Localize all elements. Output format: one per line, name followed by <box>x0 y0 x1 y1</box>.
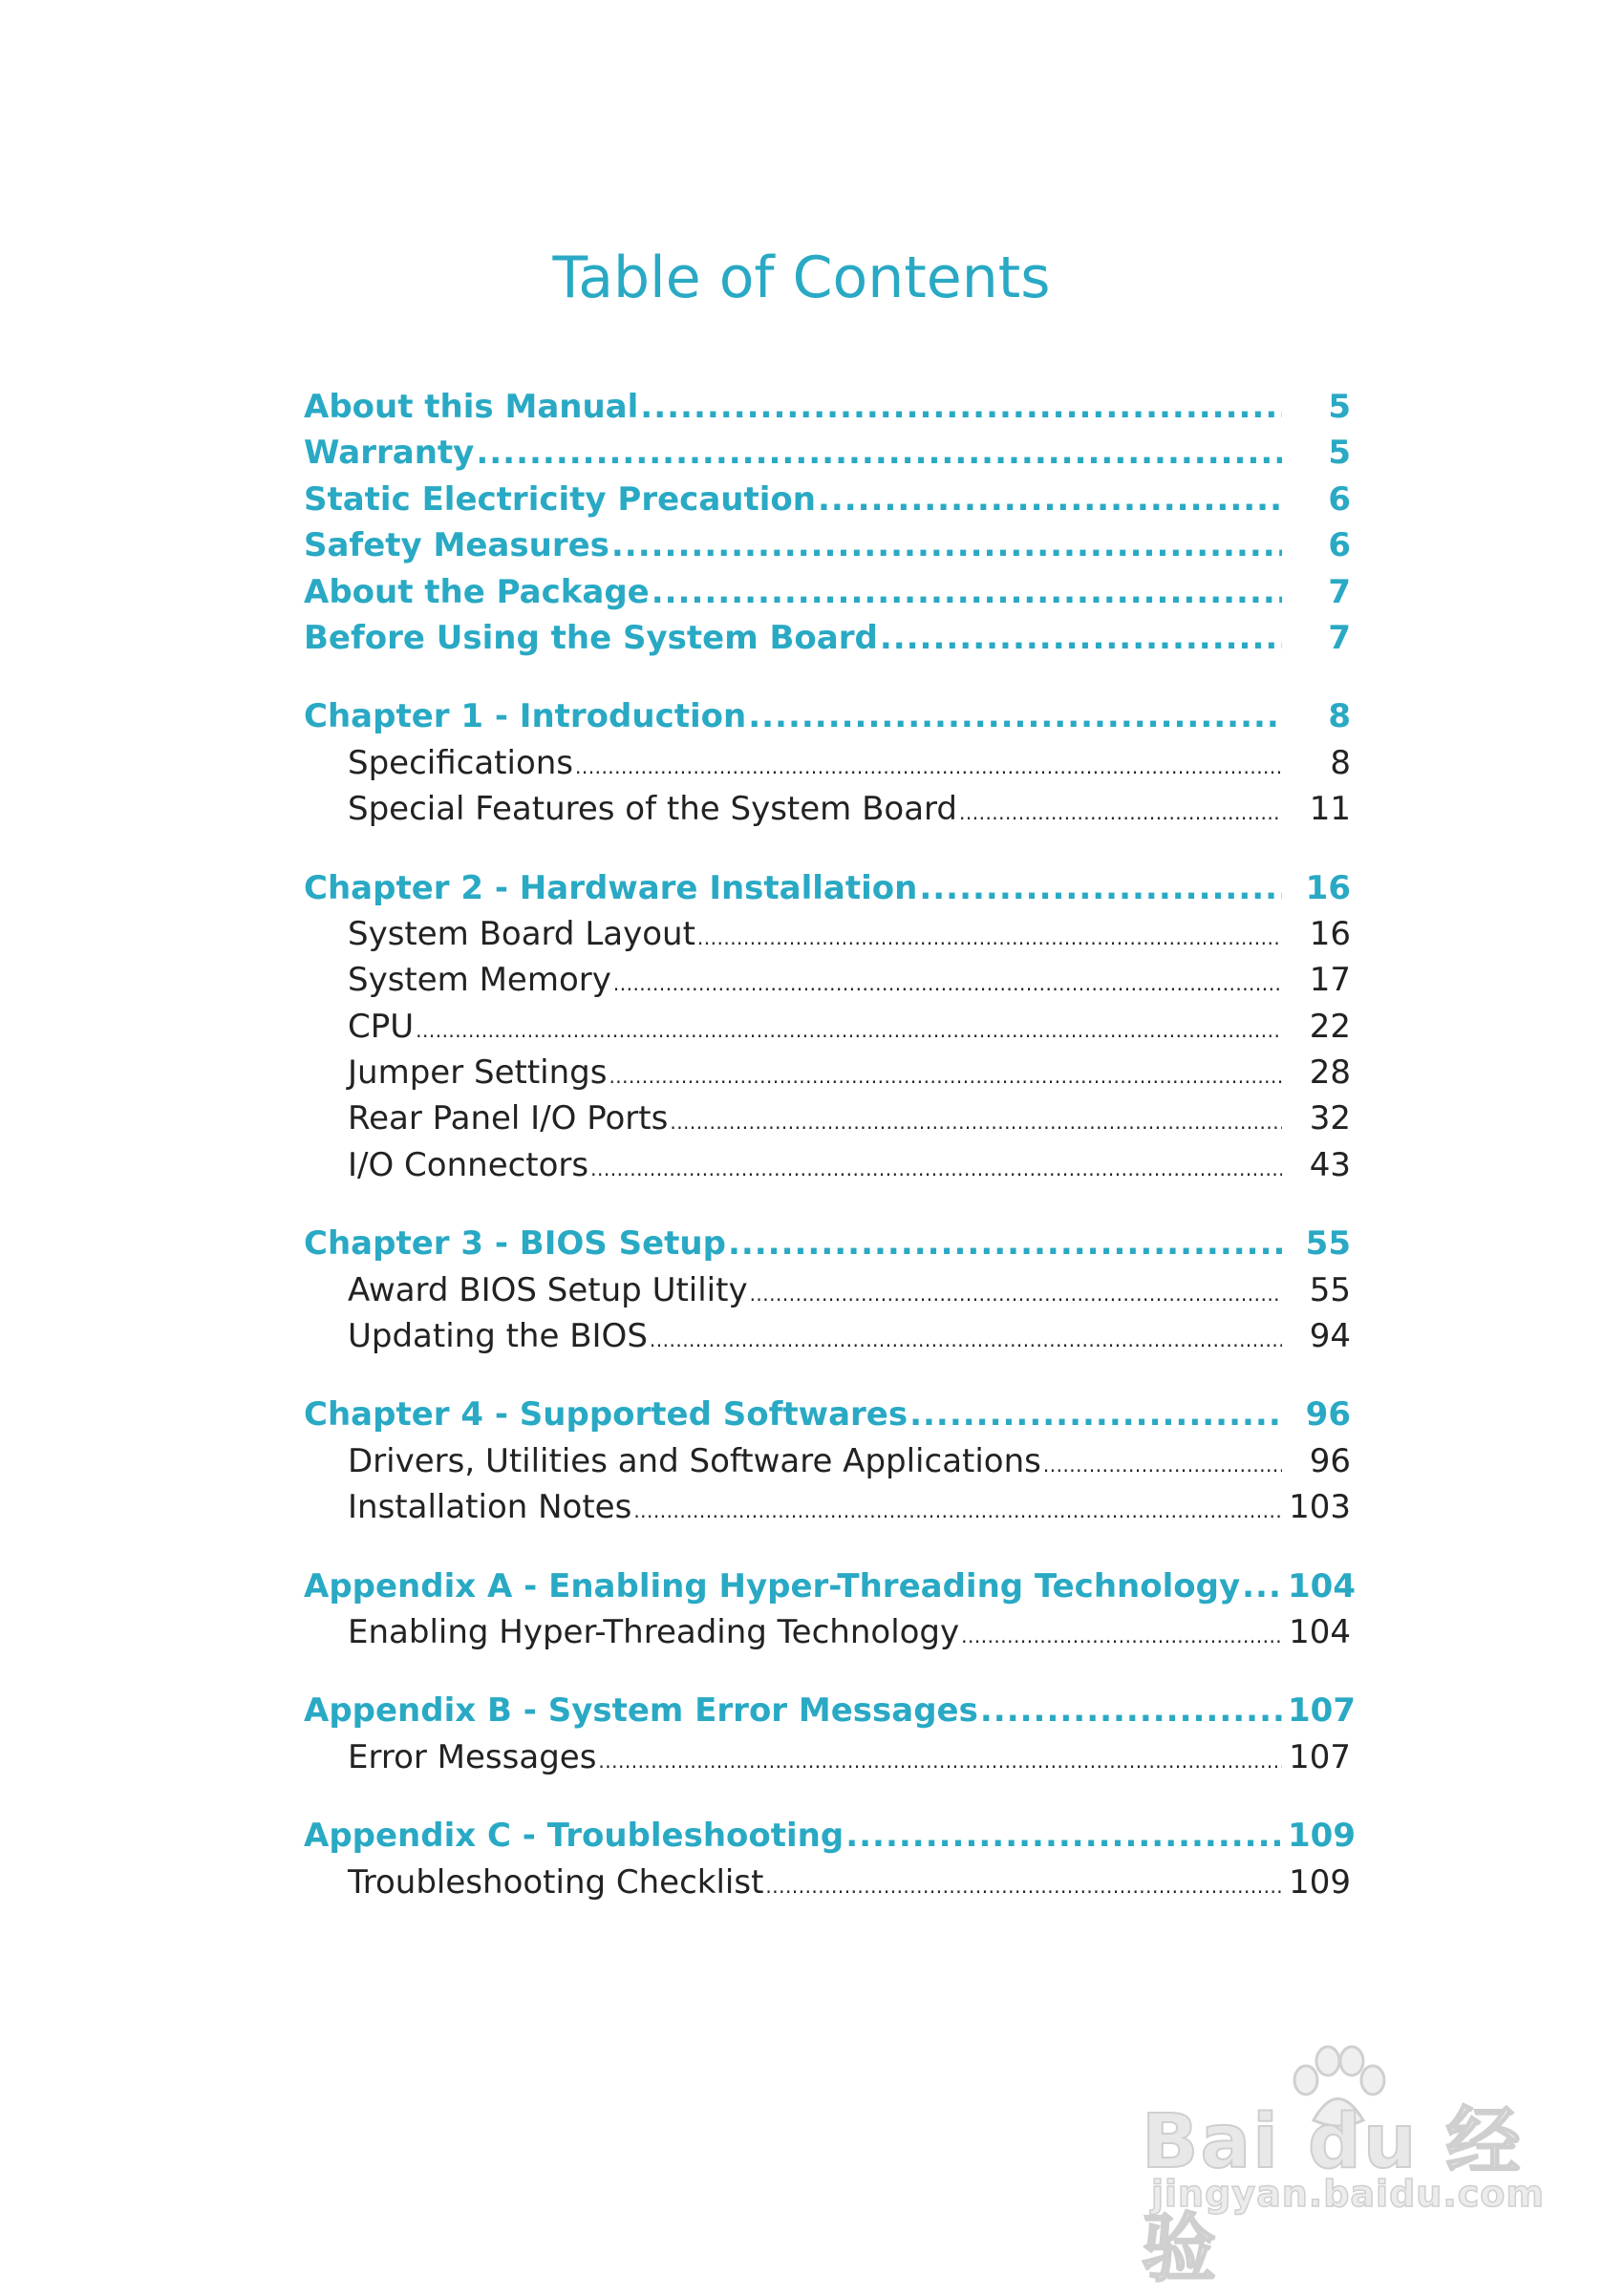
dot-leader <box>818 480 1282 519</box>
toc-subentry[interactable] <box>304 1863 1351 1909</box>
entry-label: Troubleshooting Checklist <box>348 1862 764 1902</box>
watermark-logo: Bai du 经验 <box>1142 2099 1523 2292</box>
toc-entry[interactable] <box>304 619 1351 665</box>
entry-label: Appendix C - Troubleshooting <box>304 1817 844 1856</box>
entry-label: Safety Measures <box>304 526 609 565</box>
page-number: 107 <box>1288 1691 1356 1731</box>
page-number: 32 <box>1309 1099 1351 1138</box>
dot-leader <box>640 388 1282 426</box>
page-number: 55 <box>1305 1224 1351 1264</box>
toc-subentry[interactable] <box>304 961 1351 1007</box>
entry-label: Award BIOS Setup Utility <box>348 1270 748 1309</box>
entry-label: Special Features of the System Board <box>348 790 958 829</box>
entry-label: About this Manual <box>304 388 639 426</box>
toc-entry[interactable] <box>304 697 1351 743</box>
entry-label: Static Electricity Precaution <box>304 479 816 519</box>
page-number: 7 <box>1328 618 1351 657</box>
dot-leader <box>961 1625 1282 1648</box>
entry-label: About the Package <box>304 572 650 611</box>
toc-subentry[interactable] <box>304 1317 1351 1363</box>
dot-leader <box>845 1817 1282 1855</box>
toc-subentry[interactable] <box>304 744 1351 790</box>
toc-subentry[interactable] <box>304 1146 1351 1192</box>
dot-leader <box>652 573 1282 611</box>
dot-leader <box>613 972 1282 995</box>
entry-label: Chapter 3 - BIOS Setup <box>304 1224 726 1264</box>
entry-label: Chapter 4 - Supported Softwares <box>304 1395 908 1435</box>
toc-subentry[interactable] <box>304 1053 1351 1099</box>
toc-entry[interactable] <box>304 1395 1351 1441</box>
toc-subentry[interactable] <box>304 1488 1351 1534</box>
dot-leader <box>575 755 1282 778</box>
baidu-watermark <box>1142 2044 1545 2292</box>
dot-leader <box>909 1395 1282 1434</box>
dot-leader <box>765 1875 1282 1898</box>
entry-label: Appendix B - System Error Messages <box>304 1691 978 1731</box>
toc-entry[interactable] <box>304 1817 1356 1862</box>
dot-leader <box>750 1283 1282 1306</box>
dot-leader <box>590 1158 1282 1180</box>
entry-label: Specifications <box>348 743 574 782</box>
dot-leader <box>748 697 1282 735</box>
page-number: 104 <box>1288 1566 1356 1605</box>
toc-entry[interactable] <box>304 480 1351 526</box>
toc-entry[interactable] <box>304 1566 1356 1613</box>
page-number: 55 <box>1309 1270 1351 1309</box>
page-number: 107 <box>1289 1737 1351 1776</box>
entry-label: Updating the BIOS <box>348 1317 648 1356</box>
page-number: 6 <box>1328 526 1351 565</box>
entry-label: System Memory <box>348 961 611 1000</box>
entry-label: Before Using the System Board <box>304 618 878 657</box>
page-number: 96 <box>1305 1395 1351 1435</box>
dot-leader <box>728 1224 1282 1263</box>
toc-entry[interactable] <box>304 573 1351 619</box>
toc-group <box>304 697 1351 836</box>
toc-entry[interactable] <box>304 1224 1351 1270</box>
dot-leader <box>598 1750 1282 1773</box>
entry-label: Installation Notes <box>348 1488 632 1527</box>
entry-label: Warranty <box>304 434 475 473</box>
entry-label: Enabling Hyper-Threading Technology <box>348 1612 960 1651</box>
toc-group <box>304 1817 1356 1909</box>
page-number: 8 <box>1330 743 1351 782</box>
dot-leader <box>980 1691 1282 1730</box>
entry-label: Chapter 1 - Introduction <box>304 697 747 736</box>
dot-leader <box>959 801 1282 824</box>
page-number: 104 <box>1289 1612 1351 1651</box>
entry-label: Chapter 2 - Hardware Installation <box>304 868 918 907</box>
watermark-url: jingyan.baidu.com <box>1151 2173 1545 2215</box>
entry-label: Drivers, Utilities and Software Applications <box>348 1441 1041 1480</box>
toc-entry[interactable] <box>304 869 1351 915</box>
toc-group <box>304 1395 1351 1534</box>
toc-subentry[interactable] <box>304 1099 1351 1145</box>
page-number: 5 <box>1328 434 1351 473</box>
toc-group <box>304 1224 1351 1363</box>
entry-label: CPU <box>348 1007 415 1046</box>
dot-leader <box>476 434 1282 472</box>
toc-entry[interactable] <box>304 526 1351 572</box>
toc-subentry[interactable] <box>304 790 1351 836</box>
toc-subentry[interactable] <box>304 1271 1351 1317</box>
page-number: 7 <box>1328 572 1351 611</box>
page-number: 17 <box>1309 961 1351 1000</box>
dot-leader <box>697 926 1282 949</box>
toc-group <box>304 1566 1356 1660</box>
page-number: 6 <box>1328 479 1351 519</box>
toc-subentry[interactable] <box>304 1738 1351 1784</box>
dot-leader <box>1242 1567 1282 1605</box>
toc-entry[interactable] <box>304 1691 1356 1737</box>
toc-subentry[interactable] <box>304 1442 1351 1488</box>
toc-entry[interactable] <box>304 434 1351 479</box>
dot-leader <box>919 869 1282 907</box>
page-number: 16 <box>1309 914 1351 953</box>
dot-leader <box>880 619 1282 657</box>
dot-leader <box>633 1499 1282 1522</box>
dot-leader <box>609 1065 1282 1088</box>
page-number: 94 <box>1309 1317 1351 1356</box>
entry-label: System Board Layout <box>348 914 695 953</box>
entry-label: Error Messages <box>348 1737 597 1776</box>
entry-label: Appendix A - Enabling Hyper-Threading Technology <box>304 1566 1241 1605</box>
page-number: 103 <box>1289 1488 1351 1527</box>
page-number: 96 <box>1309 1441 1351 1480</box>
page-number: 109 <box>1289 1862 1351 1902</box>
dot-leader <box>670 1111 1282 1134</box>
toc-subentry[interactable] <box>304 1008 1351 1053</box>
toc-entry[interactable] <box>304 388 1351 434</box>
page-number: 22 <box>1309 1007 1351 1046</box>
page-number: 8 <box>1328 697 1351 736</box>
dot-leader <box>650 1329 1282 1351</box>
entry-label: Jumper Settings <box>348 1053 608 1093</box>
toc-group <box>304 388 1351 665</box>
toc-subentry[interactable] <box>304 1613 1351 1659</box>
page-number: 11 <box>1309 790 1351 829</box>
entry-label: I/O Connectors <box>348 1145 589 1184</box>
toc-subentry[interactable] <box>304 915 1351 961</box>
entry-label: Rear Panel I/O Ports <box>348 1099 669 1138</box>
dot-leader <box>416 1019 1282 1042</box>
page-number: 5 <box>1328 388 1351 426</box>
toc-group <box>304 869 1351 1193</box>
page-number: 109 <box>1288 1817 1356 1856</box>
page-number: 43 <box>1309 1145 1351 1184</box>
toc-group <box>304 1691 1356 1784</box>
table-of-contents <box>304 388 1356 1942</box>
dot-leader <box>1043 1454 1282 1477</box>
page-number: 16 <box>1305 868 1351 907</box>
page-number: 28 <box>1309 1053 1351 1093</box>
page-title: Table of Contents <box>552 244 1051 311</box>
dot-leader <box>611 526 1282 564</box>
